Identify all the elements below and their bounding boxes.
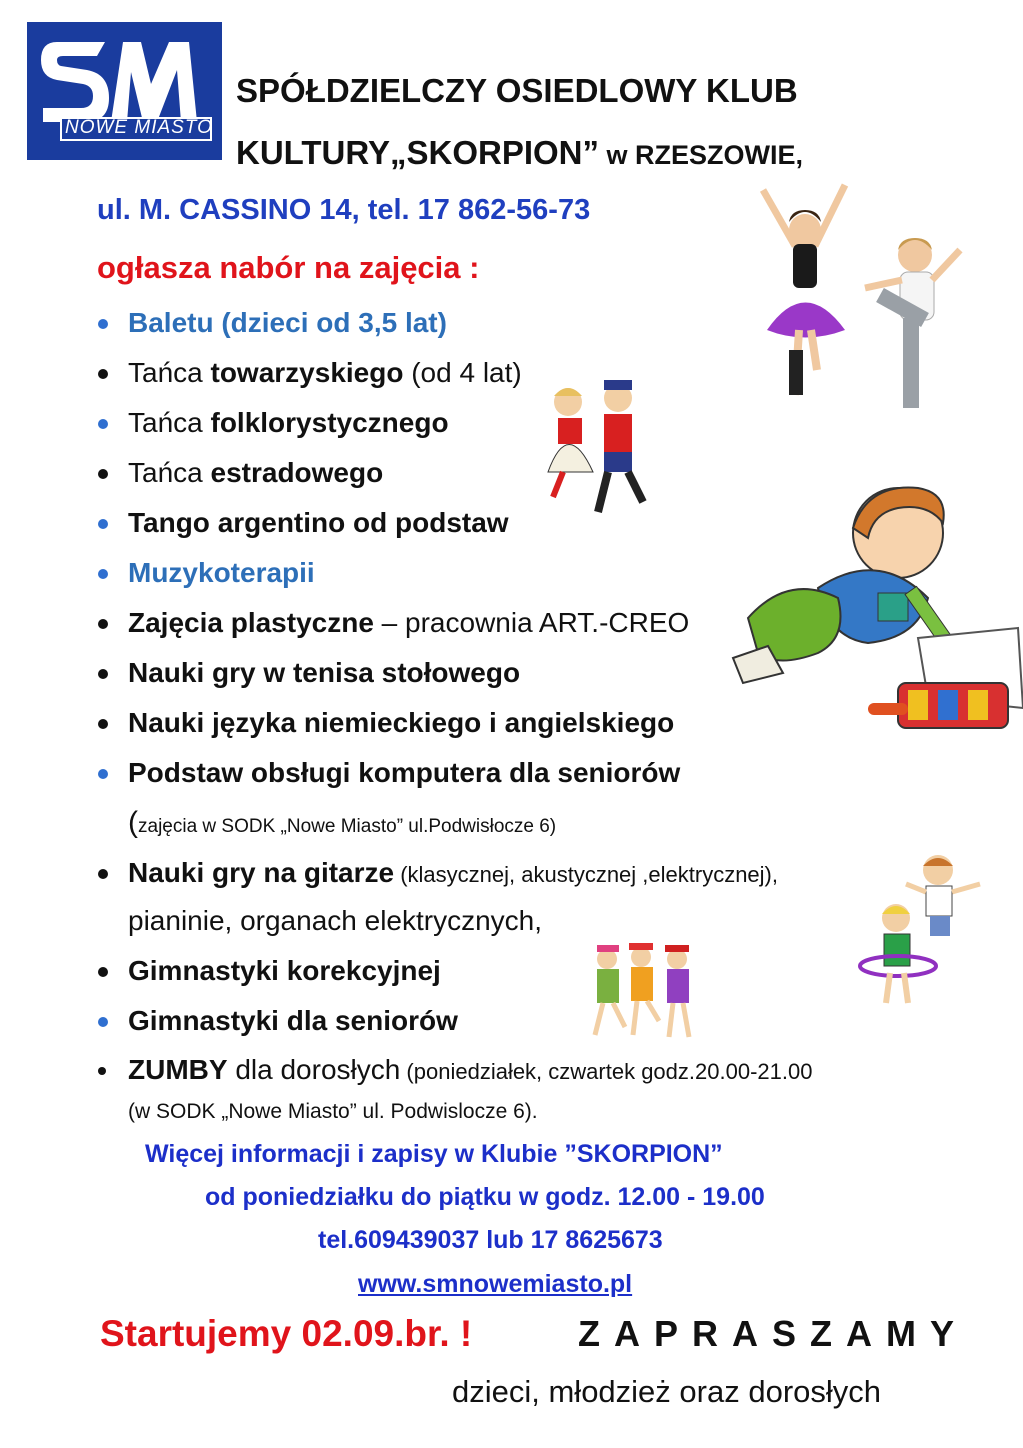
address: ul. M. CASSINO 14, tel. 17 862-56-73 [97, 194, 591, 226]
bullet-icon [98, 319, 108, 329]
drawing-boy-illustration [728, 478, 1023, 740]
bullet-icon [98, 719, 108, 729]
zumba-note: (w SODK „Nowe Miasto” ul. Podwislocze 6). [128, 1100, 538, 1123]
dancing-kids-illustration [745, 180, 975, 420]
activity-label: Podstaw obsługi komputera dla seniorów [128, 757, 681, 788]
bullet-icon [98, 1017, 108, 1027]
info-line-1: Więcej informacji i zapisy w Klubie ”SKORPION” [145, 1140, 723, 1168]
announcement: ogłasza nabór na zajęcia : [97, 250, 480, 285]
activity-label: Zajęcia plastyczne – pracownia ART.-CREO [128, 607, 690, 638]
bullet-icon [98, 619, 108, 629]
activity-label: Nauki języka niemieckiego i angielskiego [128, 707, 675, 738]
activity-label: Tańca towarzyskiego (od 4 lat) [128, 357, 522, 388]
audience-text: dzieci, młodzież oraz dorosłych [452, 1374, 882, 1409]
invite-heading: ZAPRASZAMY [578, 1313, 968, 1354]
activity-label: Nauki gry w tenisa stołowego [128, 657, 521, 688]
info-hours: od poniedziałku do piątku w godz. 12.00 - 19.00 [205, 1183, 765, 1211]
activity-label: Muzykoterapii [128, 557, 315, 588]
activity-label: Baletu (dzieci od 3,5 lat) [128, 307, 447, 338]
folk-dancers-illustration [538, 372, 658, 522]
activity-label: Gimnastyki korekcyjnej [128, 955, 441, 986]
activity-label: Nauki gry na gitarze (klasycznej, akustycznej ,elektrycznej), [128, 857, 778, 888]
club-city: w RZESZOWIE, [599, 140, 804, 170]
logo [27, 22, 222, 160]
bullet-icon [98, 669, 108, 679]
bullet-icon [98, 519, 108, 529]
header-line-2 [236, 134, 803, 172]
bullet-icon [98, 419, 108, 429]
activity-label: Tańca estradowego [128, 457, 384, 488]
activity-label: Gimnastyki dla seniorów [128, 1005, 458, 1036]
activity-label: ZUMBY dla dorosłych (poniedziałek, czwartek godz.20.00-21.00 [128, 1054, 813, 1085]
hula-hoop-kids-illustration [858, 848, 988, 1008]
bullet-icon [98, 469, 108, 479]
senior-dancers-illustration [585, 937, 703, 1043]
bullet-icon [98, 569, 108, 579]
header-line-1: SPÓŁDZIELCZY OSIEDLOWY KLUB [236, 72, 798, 109]
club-name: KULTURY„SKORPION” [236, 134, 599, 171]
bullet-icon [98, 369, 108, 379]
guitar-note: pianinie, organach elektrycznych, [128, 905, 543, 936]
activity-label: Tango argentino od podstaw [128, 507, 509, 538]
activity-label: Tańca folklorystycznego [128, 407, 449, 438]
bullet-icon [98, 967, 108, 977]
bullet-icon [98, 1067, 106, 1075]
bullet-icon [98, 869, 108, 879]
logo-graphic [27, 22, 222, 160]
bullet-icon [98, 769, 108, 779]
website-link[interactable]: www.smnowemiasto.pl [358, 1270, 633, 1298]
start-date: Startujemy 02.09.br. ! [100, 1313, 473, 1354]
computer-note: (zajęcia w SODK „Nowe Miasto” ul.Podwisłocze 6) [128, 806, 557, 839]
logo-text: NOWE MIASTO [65, 117, 213, 138]
info-phone: tel.609439037 lub 17 8625673 [318, 1226, 663, 1254]
